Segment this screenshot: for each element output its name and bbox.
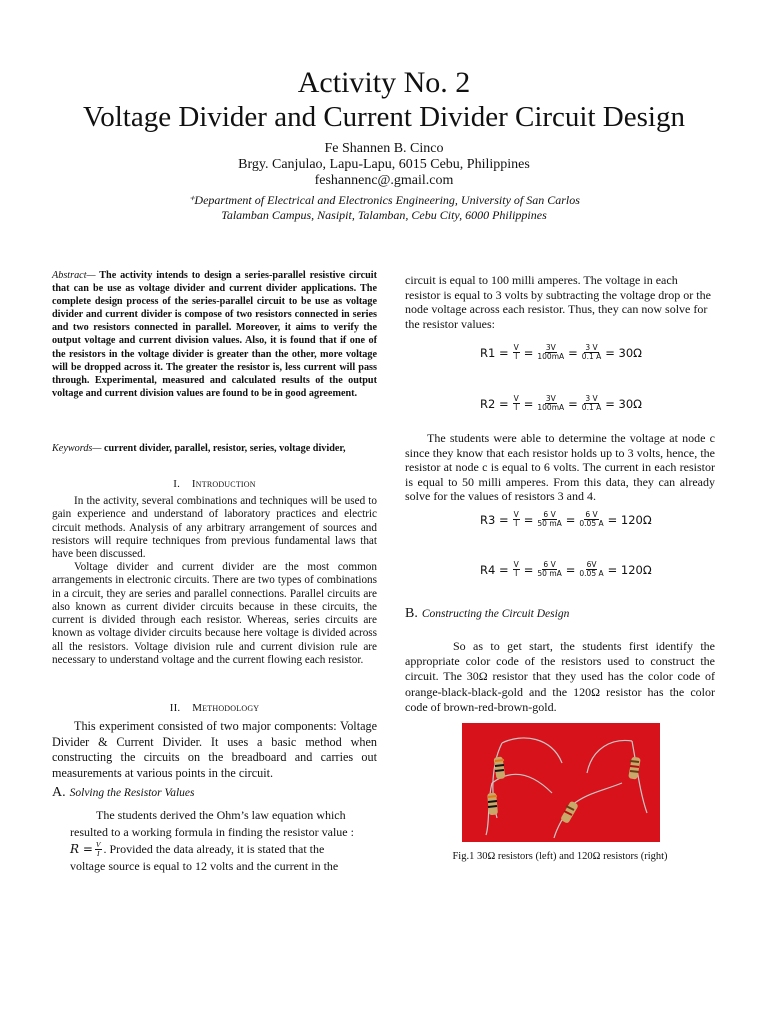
subsection-a-text: The students derived the Ohm’s law equation which resulted to a working formula in finding the resistor value : (70, 808, 354, 839)
fraction-num: 6 V (543, 560, 556, 569)
equation-fraction (513, 561, 520, 578)
keywords (52, 442, 377, 455)
resistor-leads (486, 738, 647, 838)
keywords-lead: Keywords— (52, 443, 102, 454)
resistors-illustration (462, 723, 660, 842)
fraction-den: I (515, 519, 518, 528)
fraction-num: 6V (586, 560, 597, 569)
fraction-num: V (513, 510, 519, 519)
equation-r1: R1 = $\frac{V}{I}$ = $\frac{3V}{100mA}$ = $\frac{3 V}{0.1 A}$ = 30Ω (480, 343, 642, 361)
methodology-heading: Methodology (192, 702, 260, 714)
subsection-b-paragraph: So as to get start, the students first identify the appropriate color code of the resistors used to construct the circuit. The 30Ω resistor that they used has the color code of orange-black-black-gold and the 120Ω resistor has the color code of brown-red-brown-gold. (405, 639, 715, 714)
equation-result: = 120Ω (607, 562, 652, 577)
author-name: Fe Shannen B. Cinco (324, 141, 444, 156)
fraction-den: 100mA (537, 352, 565, 361)
fraction-den: I (515, 403, 518, 412)
fraction-num: 3V (545, 343, 556, 352)
equation-fraction (537, 561, 561, 578)
paper-title-line2: Voltage Divider and Current Divider Circuit Design (83, 101, 685, 133)
methodology-num: II. (169, 702, 181, 714)
subsection-b-letter: B. (405, 606, 418, 621)
fraction-den: 50 mA (537, 519, 562, 528)
equation-fraction (582, 395, 601, 412)
affiliation-department: ⁺Department of Electrical and Electronics Engineering, University of San Carlos (188, 193, 580, 207)
fraction-num: 3 V (585, 343, 598, 352)
right-paragraph-1: circuit is equal to 100 milli amperes. The voltage in each resistor is equal to 3 volts by subtracting the voltage drop or the node voltage across each resistor. Thus, they can now solve for the resistor values: (405, 273, 711, 331)
equation-fraction (579, 511, 603, 528)
subsection-a-end: voltage source is equal to 12 volts and the current in the (70, 859, 339, 873)
intro-num: I. (173, 478, 181, 490)
section-heading-introduction (52, 478, 377, 491)
section-heading-methodology (52, 702, 377, 715)
equation-fraction (513, 511, 520, 528)
fraction-den: I (515, 352, 518, 361)
equation-fraction (537, 511, 561, 528)
fraction-den: 0.05 A (579, 569, 604, 578)
paper-title-line1: Activity No. 2 (297, 66, 471, 99)
ohms-law-fraction (95, 841, 102, 858)
fraction-den: 0.1 A (581, 403, 602, 412)
ohms-law-num: V (95, 840, 101, 849)
figure-caption: Fig.1 30Ω resistors (left) and 120Ω resistors (right) (452, 851, 668, 862)
keywords-text: current divider, parallel, resistor, series, voltage divider, (101, 443, 346, 454)
color-bands (488, 760, 639, 815)
abstract-lead: Abstract— (52, 270, 96, 281)
equation-result: = 30Ω (605, 396, 642, 411)
fraction-den: 0.05 A (579, 519, 604, 528)
equation-result: = 30Ω (605, 345, 642, 360)
subsection-b-title: Constructing the Circuit Design (421, 608, 570, 620)
author-email: feshannenc@.gmail.com (314, 173, 454, 188)
equation-r2: R2 = $\frac{V}{I}$ = $\frac{3V}{100mA}$ = $\frac{3 V}{0.1 A}$ = 30Ω (480, 394, 642, 412)
equation-r4: R4 = $\frac{V}{I}$ = $\frac{6 V}{50 mA}$ = $\frac{6V}{0.05 A}$ = 120Ω (480, 560, 652, 578)
intro-paragraph-2: Voltage divider and current divider are the most common arrangements in electronic circuits. There are two types of combinations in a circuit, they are series and parallel connections. Parallel circuits are also known as current divider circuits because in these circuits, the current is divided through each resistor. Whereas, series circuits are known as voltage divider circuits because here voltage is divided across all the resistors. Voltage division rule and current division rule are necessary to understand voltage and the current flowing each resistor. (52, 561, 377, 667)
equation-fraction (582, 344, 601, 361)
abstract (52, 269, 377, 400)
author-address: Brgy. Canjulao, Lapu-Lapu, 6015 Cebu, Philippines (238, 157, 530, 172)
equation-lhs: R2 = (480, 396, 509, 411)
fraction-num: V (513, 560, 519, 569)
right-paragraph-2: The students were able to determine the voltage at node c since they know that each resistor holds up to 3 volts, hence, the resistor at node c is equal to 6 volts. The current in each resistor is equal to 50 milli amperes. From this data, they can already solve for the values of resistors 3 and 4. (405, 431, 715, 503)
fraction-den: 0.1 A (581, 352, 602, 361)
equation-r3: R3 = $\frac{V}{I}$ = $\frac{6 V}{50 mA}$ = $\frac{6 V}{0.05 A}$ = 120Ω (480, 510, 652, 528)
subsection-b-heading (405, 607, 715, 621)
fraction-num: V (513, 343, 519, 352)
fraction-den: 50 mA (537, 569, 562, 578)
equation-fraction (513, 344, 520, 361)
abstract-text: The activity intends to design a series-parallel resistive circuit that can be use as voltage divider and current divider applications. The complete design process of the series-parallel circuit to be use as voltage divider and current divider is compose of two resistors connected in series and two resistors connected in parallel. Moreover, it aims to verify the output voltage and current division values. Also, it is found that if one of the resistors in the voltage divider is greater than the other, more voltage will be dropped across it. The greater the resistor is, less current will pass through. Experimental, measured and calculated results of the output voltage and current division values are found to be in good agreement. (52, 270, 377, 399)
equation-fraction (537, 395, 564, 412)
fraction-den: I (515, 569, 518, 578)
subsection-a-heading (52, 786, 377, 800)
methodology-paragraph: This experiment consisted of two major components: Voltage Divider & Current Divider. It uses a basic method when constructing the circuits on the breadboard and carries out measurements at various points in the circuit. (52, 719, 377, 780)
equation-lhs: R4 = (480, 562, 509, 577)
fraction-num: V (513, 394, 519, 403)
equation-lhs: R1 = (480, 345, 509, 360)
intro-paragraph-1: In the activity, several combinations and techniques will be used to gain experience and understand of laboratory practices and electric circuit methods. Analysis of any arbitrary arrangement of sources and resistors will require techniques from previous fundamental laws that have been discussed. (52, 495, 377, 561)
fraction-den: 100mA (537, 403, 565, 412)
ohms-law-line (70, 841, 377, 858)
fraction-num: 3V (545, 394, 556, 403)
resistor-photo (462, 723, 660, 842)
equation-fraction (579, 561, 603, 578)
subsection-a-letter: A. (52, 785, 66, 800)
equation-fraction (513, 395, 520, 412)
fraction-num: 3 V (585, 394, 598, 403)
fraction-num: 6 V (585, 510, 598, 519)
ohms-law-tail: . Provided the data already, it is stated that the (103, 842, 325, 856)
equation-fraction (537, 344, 564, 361)
affiliation-campus: Talamban Campus, Nasipit, Talamban, Cebu City, 6000 Philippines (221, 208, 547, 222)
subsection-a-paragraph (70, 807, 377, 875)
subsection-a-title: Solving the Resistor Values (69, 787, 195, 799)
ohms-law-den: I (96, 849, 100, 858)
resistor-bodies (487, 756, 641, 824)
fraction-num: 6 V (543, 510, 556, 519)
equation-result: = 120Ω (607, 512, 652, 527)
ohms-law-lhs: R = (70, 842, 93, 856)
equation-lhs: R3 = (480, 512, 509, 527)
intro-heading: Introduction (191, 478, 256, 490)
